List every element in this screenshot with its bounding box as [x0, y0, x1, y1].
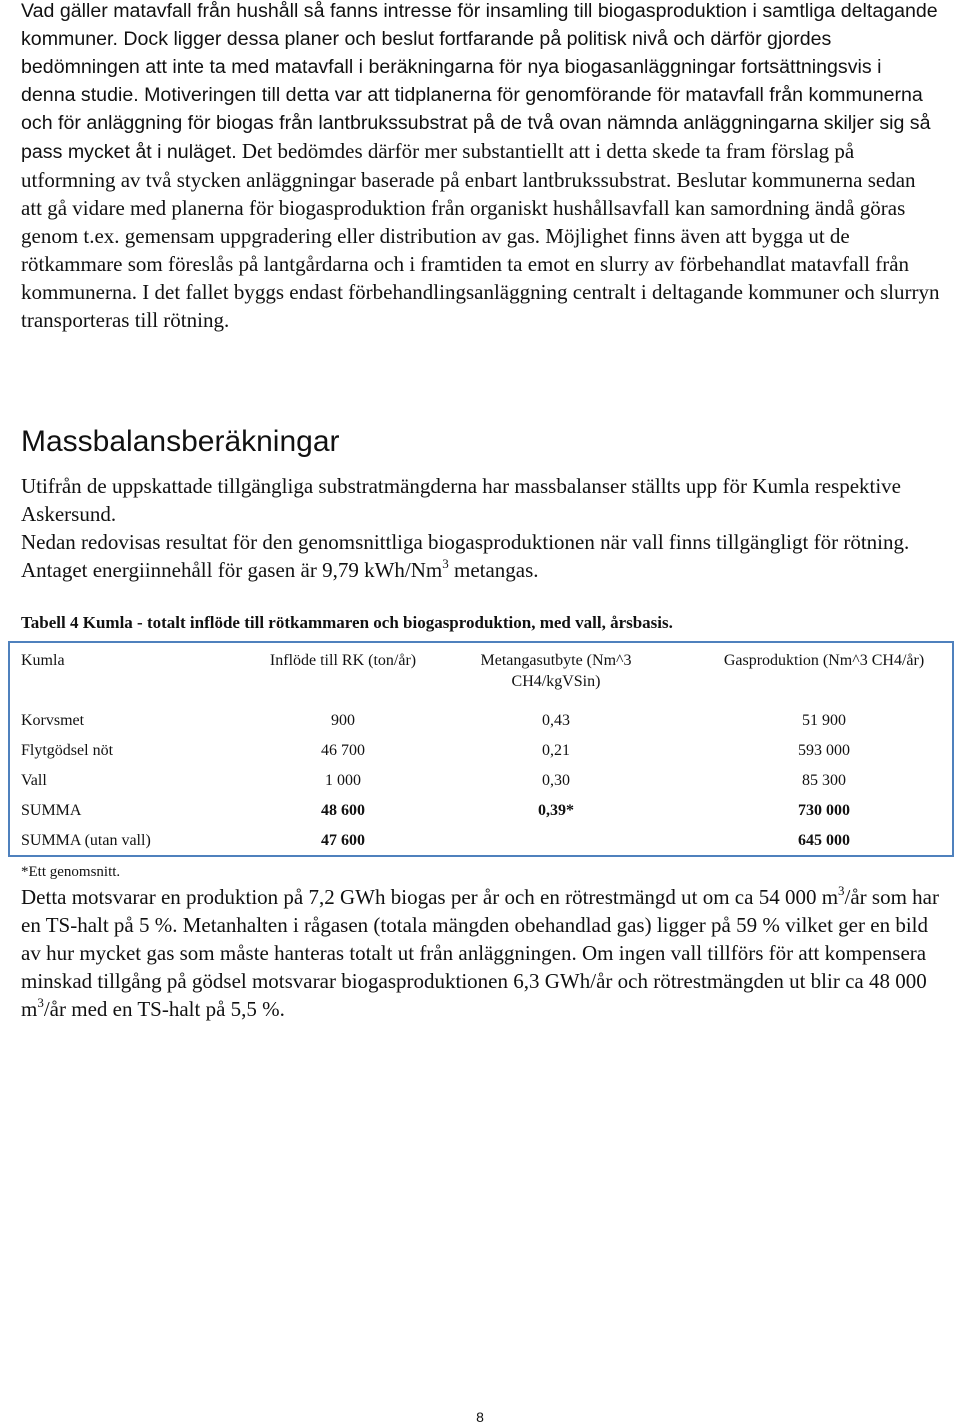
paragraph-results — [21, 528, 941, 584]
table-cell: SUMMA (utan vall) — [21, 832, 151, 849]
table-footnote: *Ett genomsnitt. — [21, 864, 121, 880]
intro-text-serif: Det bedömdes därför mer substantiellt att i detta skede ta fram förslag på utformning av två stycken anläggningar baserade på enbart lantbrukssubstrat. Beslutar kommunerna sedan att gå vidare med planerna för biogasproduktion från organiskt hushållsavfall kan samordning ändå göras genom t.ex. gemensam uppgradering eller distribution av gas. Möjlighet finns även att bygga ut de rötkammare som föreslås på lantgårdarna och i framtiden ta emot en slurry av förbehandlat matavfall från kommunerna. I det fallet byggs endast förbehandlingsanläggning centralt i deltagande kommuner och slurryn transporteras till rötning. — [21, 139, 940, 332]
table-caption: Tabell 4 Kumla - totalt inflöde till rötkammaren och biogasproduktion, med vall, årsbasis. — [21, 613, 673, 632]
paragraph-production-text-b: /år som har en TS-halt på 5 %. Metanhalten i rågasen (totala mängden obehandlad gas) ligger på 59 % vilket ger en bild av hur mycket gas som måste hanteras totalt ut från anläggningen. Om ingen vall tillförs för att kompensera minskad tillgång på gödsel motsvarar biogasproduktionen 6,3 GWh/år och rötrestmängden ut blir ca 48 000 m — [21, 885, 940, 1021]
paragraph-results-text-a: Nedan redovisas resultat för den genomsnittliga biogasproduktionen när vall finns tillgängligt för rötning. Antaget energiinnehåll för gasen är 9,79 kWh/Nm — [21, 530, 910, 582]
paragraph-production-text-c: /år med en TS-halt på 5,5 %. — [43, 997, 285, 1021]
table-cell: SUMMA — [21, 802, 82, 819]
paragraph-substrate: Utifrån de uppskattade tillgängliga substratmängderna har massbalanser ställts upp för Kumla respektive Askersund. — [21, 474, 902, 526]
superscript: 3 — [838, 883, 845, 898]
table-header-cell: Gasproduktion (Nm^3 CH4/år) — [723, 652, 925, 669]
table-header-cell: Kumla — [21, 652, 65, 669]
paragraph-production — [21, 883, 941, 1023]
table-cell: 0,21 — [542, 742, 570, 759]
table-cell: 48 600 — [321, 802, 365, 819]
intro-text-sans: Vad gäller matavfall från hushåll så fanns intresse för insamling till biogasproduktion i samtliga deltagande kommuner. Dock ligger dessa planer och beslut fortfarande på politisk nivå och därför gjordes bedömningen att inte ta med matavfall i beräkningarna för nya biogasanläggningar fortsättningsvis i denna studie. Motiveringen till detta var att tidplanerna för genomförande för matavfall från kommunerna och för anläggning för biogas från lantbrukssubstrat på de två ovan nämnda anläggningarna skiljer sig så pass mycket åt i nuläget. — [21, 0, 938, 163]
table-cell: 730 000 — [798, 802, 850, 819]
table-cell: 85 300 — [802, 772, 846, 789]
table-cell: 0,43 — [542, 712, 570, 729]
section-heading: Massbalansberäkningar — [21, 425, 340, 458]
table-cell: Vall — [21, 772, 47, 789]
table-cell: 1 000 — [325, 772, 361, 789]
table-header-cell: Metangasutbyte (Nm^3 CH4/kgVSin) — [480, 652, 632, 690]
table-header-cell: Inflöde till RK (ton/år) — [269, 652, 417, 669]
paragraph-results-text-b: metangas. — [448, 558, 539, 582]
table-cell: 51 900 — [802, 712, 846, 729]
table-cell: 593 000 — [798, 742, 850, 759]
page-number: 8 — [476, 1409, 484, 1425]
paragraph-production-text-a: Detta motsvarar en produktion på 7,2 GWh biogas per år och en rötrestmängd ut om ca 54 000 m — [21, 885, 839, 909]
table-cell: 900 — [331, 712, 355, 729]
table-cell: 47 600 — [321, 832, 365, 849]
superscript: 3 — [37, 995, 44, 1010]
table-cell: 0,39* — [538, 802, 574, 819]
superscript: 3 — [442, 556, 449, 571]
table-cell: Flytgödsel nöt — [21, 742, 114, 759]
data-table — [8, 641, 954, 857]
table-cell: 0,30 — [542, 772, 570, 789]
table-cell: 645 000 — [798, 832, 850, 849]
table-cell: 46 700 — [321, 742, 365, 759]
table-cell: Korvsmet — [21, 712, 85, 729]
intro-paragraph — [21, 0, 941, 334]
